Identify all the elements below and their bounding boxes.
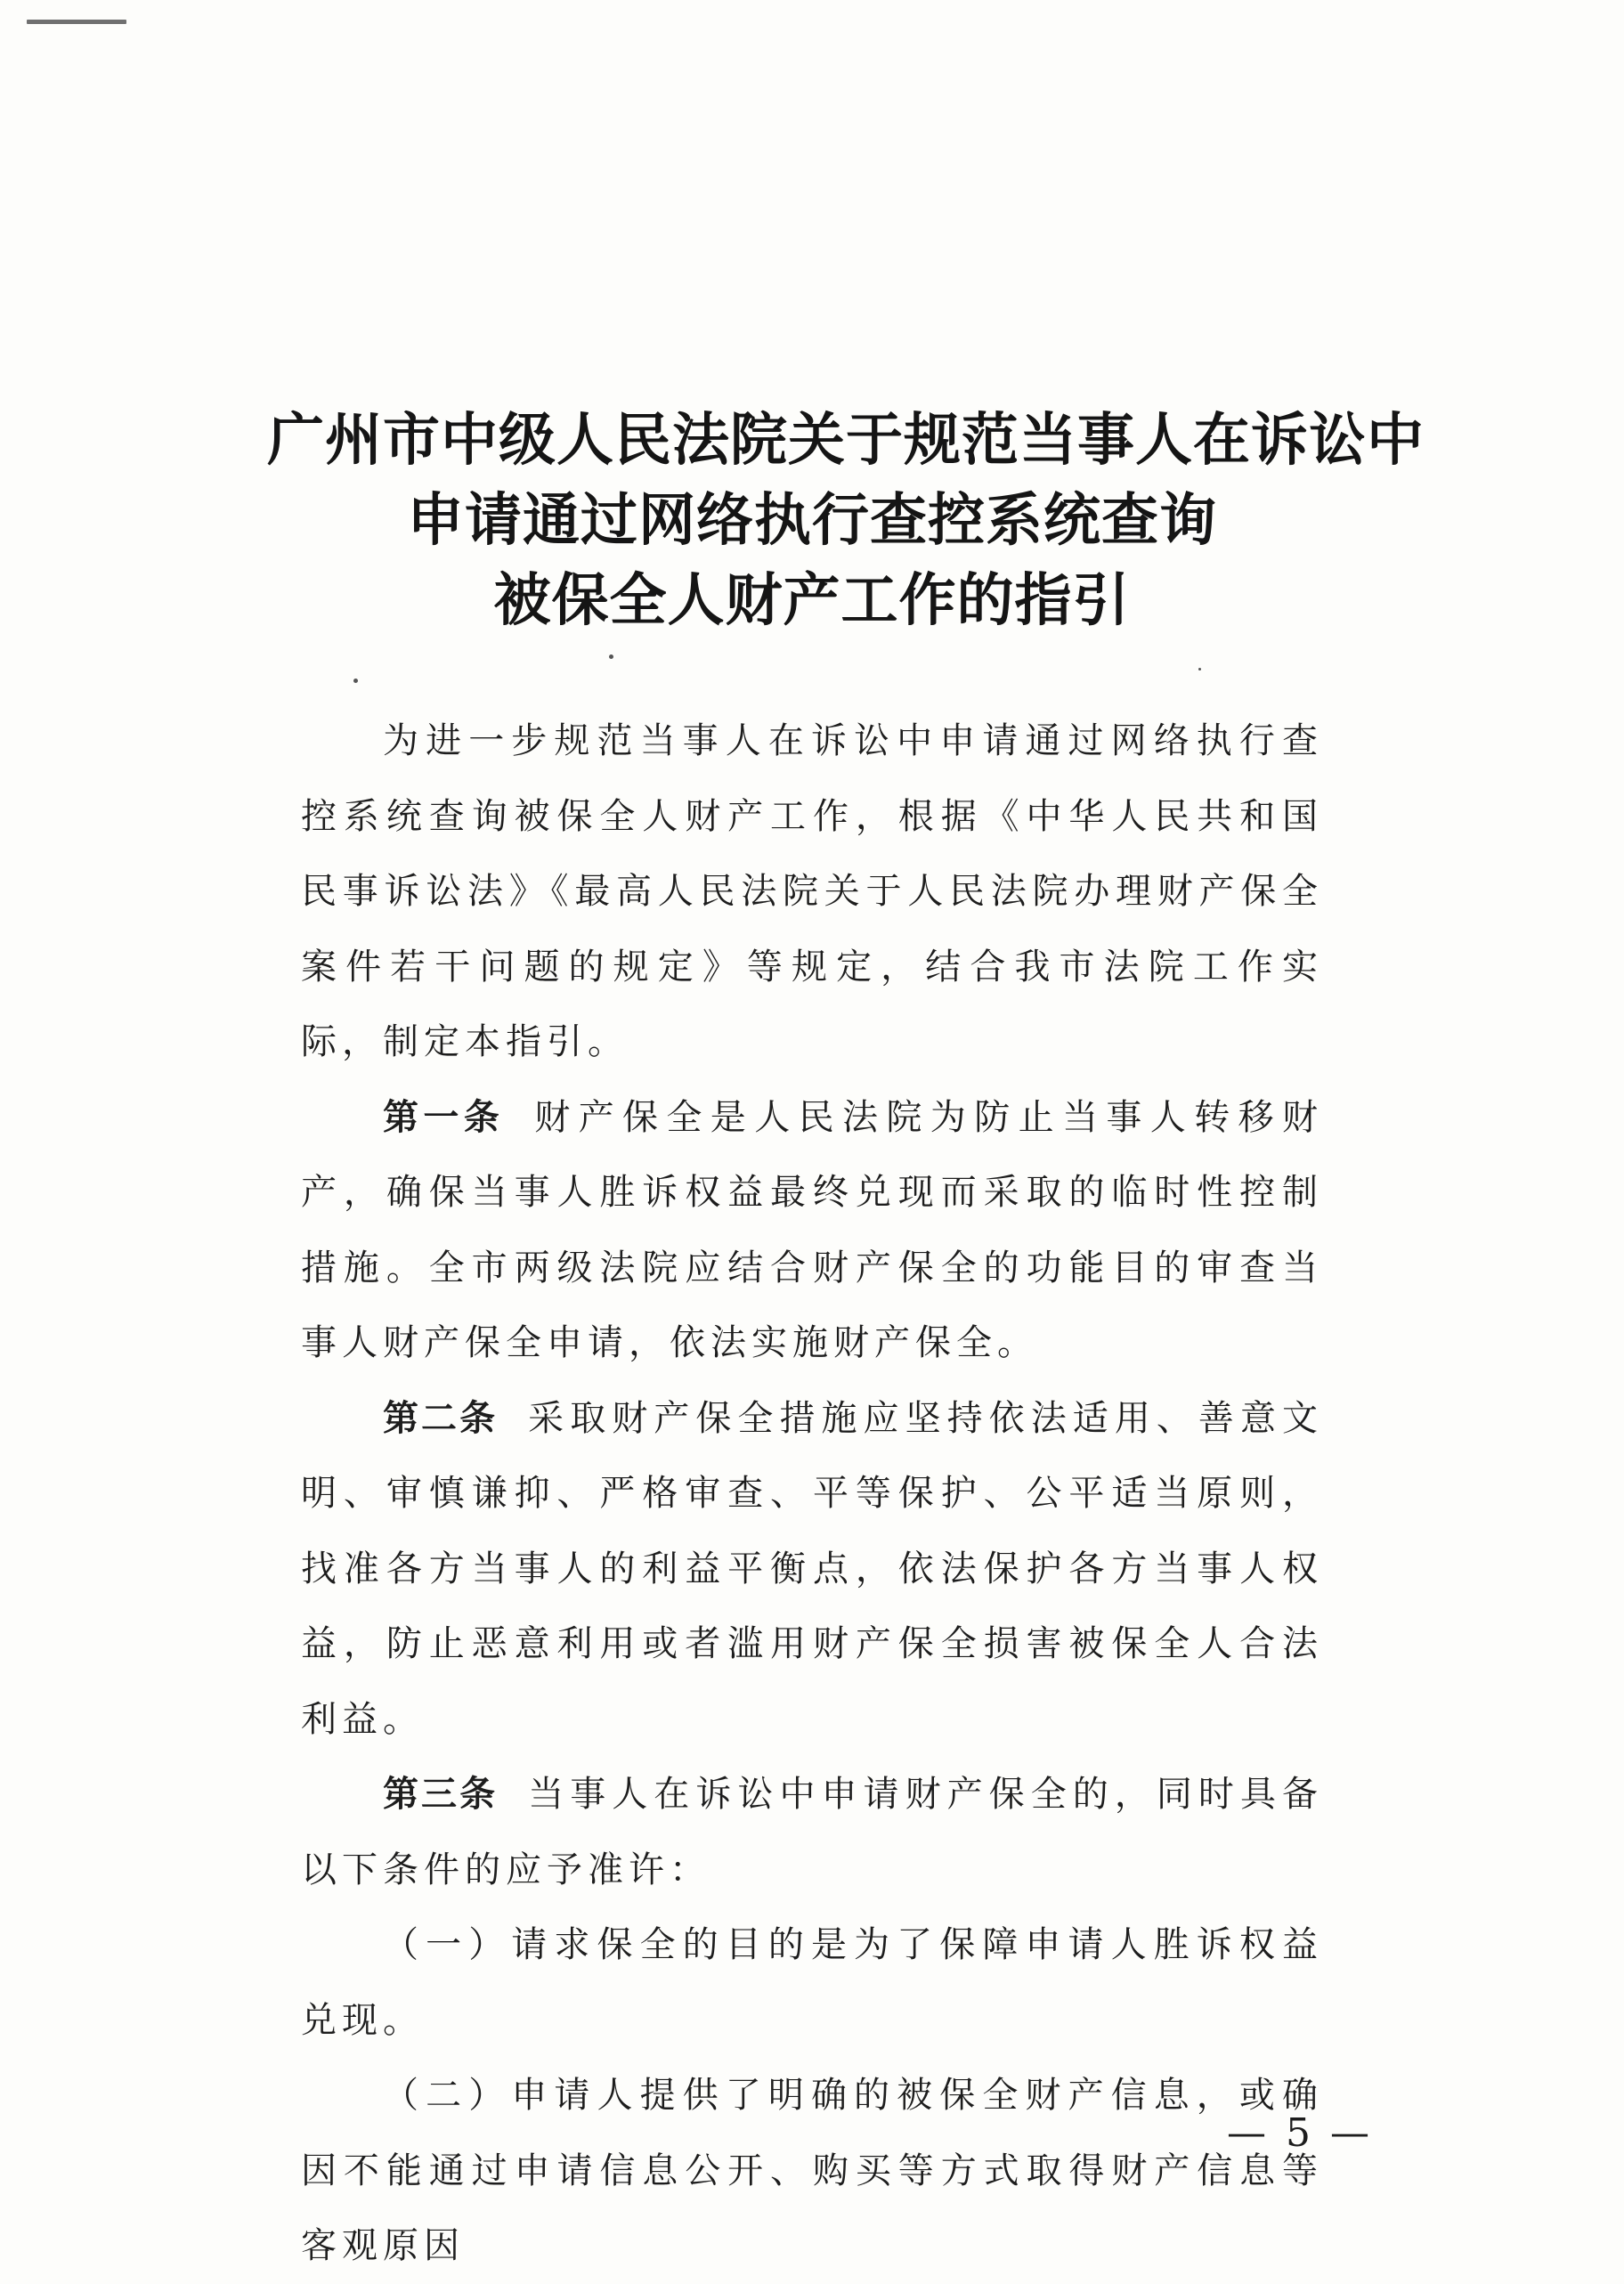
- title-line-2: 申请通过网络执行查控系统查询: [407, 488, 1217, 554]
- scan-speck: [353, 679, 358, 683]
- article-number: 第二条: [383, 1397, 499, 1439]
- paragraph-item-1: [301, 1907, 1323, 2058]
- paragraph-text: 财产保全是人民法院为防止当事人转移财产，确保当事人胜诉权益最终兑现而采取的临时性控制措施。全市两级法院应结合财产保全的功能目的审查当事人财产保全申请，依法实施财产保全。: [301, 1096, 1324, 1363]
- paragraph-text: 采取财产保全措施应坚持依法适用、善意文明、审慎谦抑、严格审查、平等保护、公平适当原则，找准各方当事人的利益平衡点，依法保护各方当事人权益，防止恶意利用或者滥用财产保全损害被保全人合法利益。: [301, 1397, 1324, 1740]
- document-title: [267, 401, 1425, 641]
- paragraph-article-3: [301, 1757, 1323, 1907]
- document-body: [301, 703, 1323, 2284]
- title-line-3: 被保全人财产工作的指引: [493, 568, 1131, 634]
- title-line-1: 广州市中级人民法院关于规范当事人在诉讼中: [267, 408, 1425, 474]
- scan-edge-mark: [27, 20, 126, 24]
- paragraph-text: 为进一步规范当事人在诉讼中申请通过网络执行查控系统查询被保全人财产工作，根据《中华人民共和国民事诉讼法》《最高人民法院关于人民法院办理财产保全案件若干问题的规定》等规定，结合我市法院工作实际，制定本指引。: [301, 720, 1323, 1062]
- scan-speck: [609, 654, 613, 659]
- article-number: 第三条: [383, 1774, 499, 1815]
- paragraph-item-2: [301, 2058, 1323, 2284]
- article-number: 第一条: [383, 1096, 505, 1138]
- scan-speck: [1198, 668, 1201, 671]
- paragraph-text: （一）请求保全的目的是为了保障申请人胜诉权益兑现。: [301, 1924, 1323, 2041]
- paragraph-article-1: [301, 1080, 1323, 1381]
- paragraph-text: （二）申请人提供了明确的被保全财产信息，或确因不能通过申请信息公开、购买等方式取得财产信息等客观原因: [301, 2075, 1323, 2266]
- paragraph-article-2: [301, 1381, 1323, 1758]
- paragraph-preamble: [301, 703, 1323, 1080]
- page-number: — 5 —: [1227, 2110, 1373, 2156]
- paragraph-text: 当事人在诉讼中申请财产保全的，同时具备以下条件的应予准许：: [301, 1774, 1324, 1890]
